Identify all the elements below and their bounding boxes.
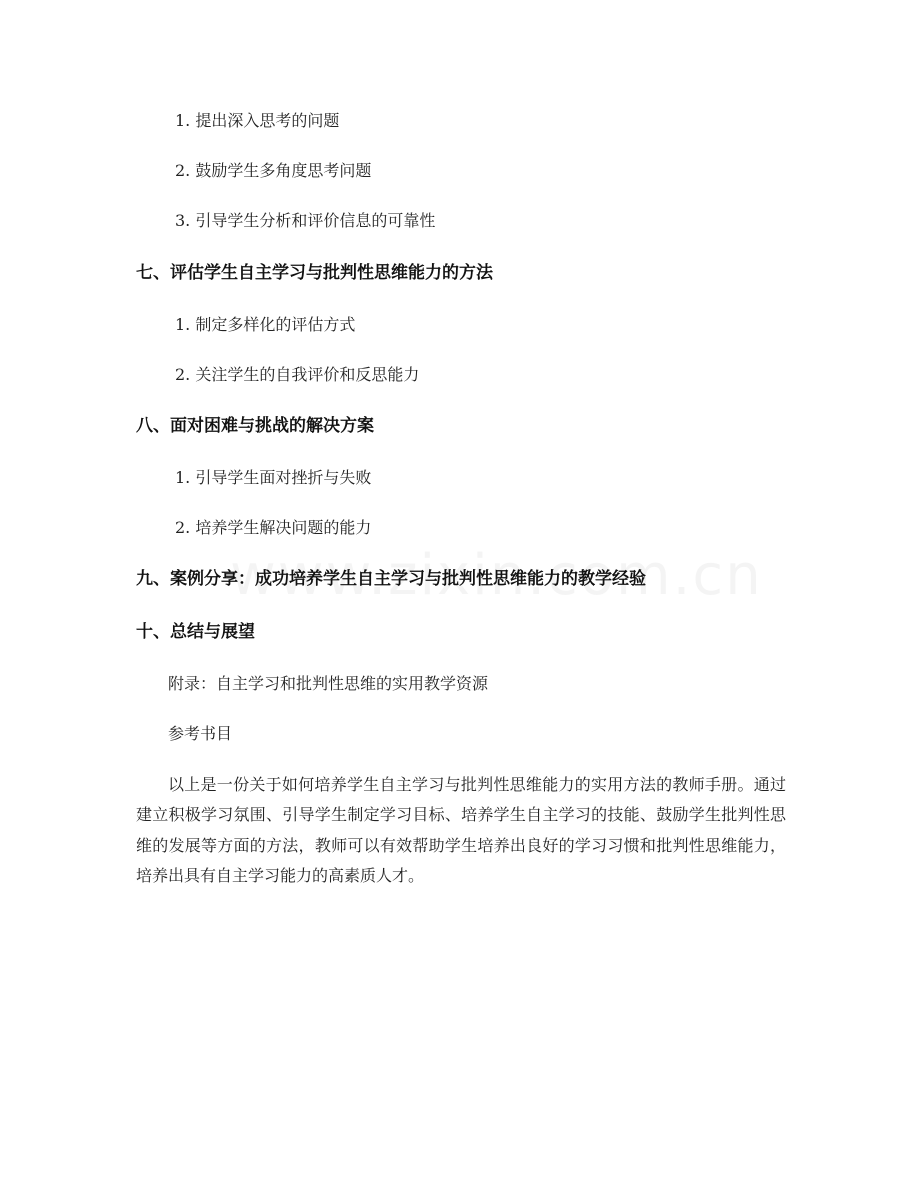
list-item: 1. 提出深入思考的问题 xyxy=(175,111,340,130)
conclusion-paragraph: 以上是一份关于如何培养学生自主学习与批判性思维能力的实用方法的教师手册。通过建立积极学习氛围、引导学生制定学习目标、培养学生自主学习的技能、鼓励学生批判性思维的发展等方面的方法，教师可以有效帮助学生培养出良好的学习习惯和批判性思维能力，培养出具有自主学习能力的高素质人才。 xyxy=(136,775,786,885)
list-item: 3. 引导学生分析和评价信息的可靠性 xyxy=(175,211,436,230)
section-heading-9: 九、案例分享：成功培养学生自主学习与批判性思维能力的教学经验 xyxy=(136,569,646,589)
section-heading-7: 七、评估学生自主学习与批判性思维能力的方法 xyxy=(136,263,493,283)
list-item: 2. 鼓励学生多角度思考问题 xyxy=(175,161,372,180)
list-item: 2. 关注学生的自我评价和反思能力 xyxy=(175,365,420,384)
section-heading-8: 八、面对困难与挑战的解决方案 xyxy=(136,416,374,436)
list-item: 1. 制定多样化的评估方式 xyxy=(175,315,356,334)
appendix-line: 附录：自主学习和批判性思维的实用教学资源 xyxy=(168,674,489,693)
list-item: 1. 引导学生面对挫折与失败 xyxy=(175,468,372,487)
list-item: 2. 培养学生解决问题的能力 xyxy=(175,518,372,537)
references-line: 参考书目 xyxy=(168,724,233,743)
section-heading-10: 十、总结与展望 xyxy=(136,622,255,642)
